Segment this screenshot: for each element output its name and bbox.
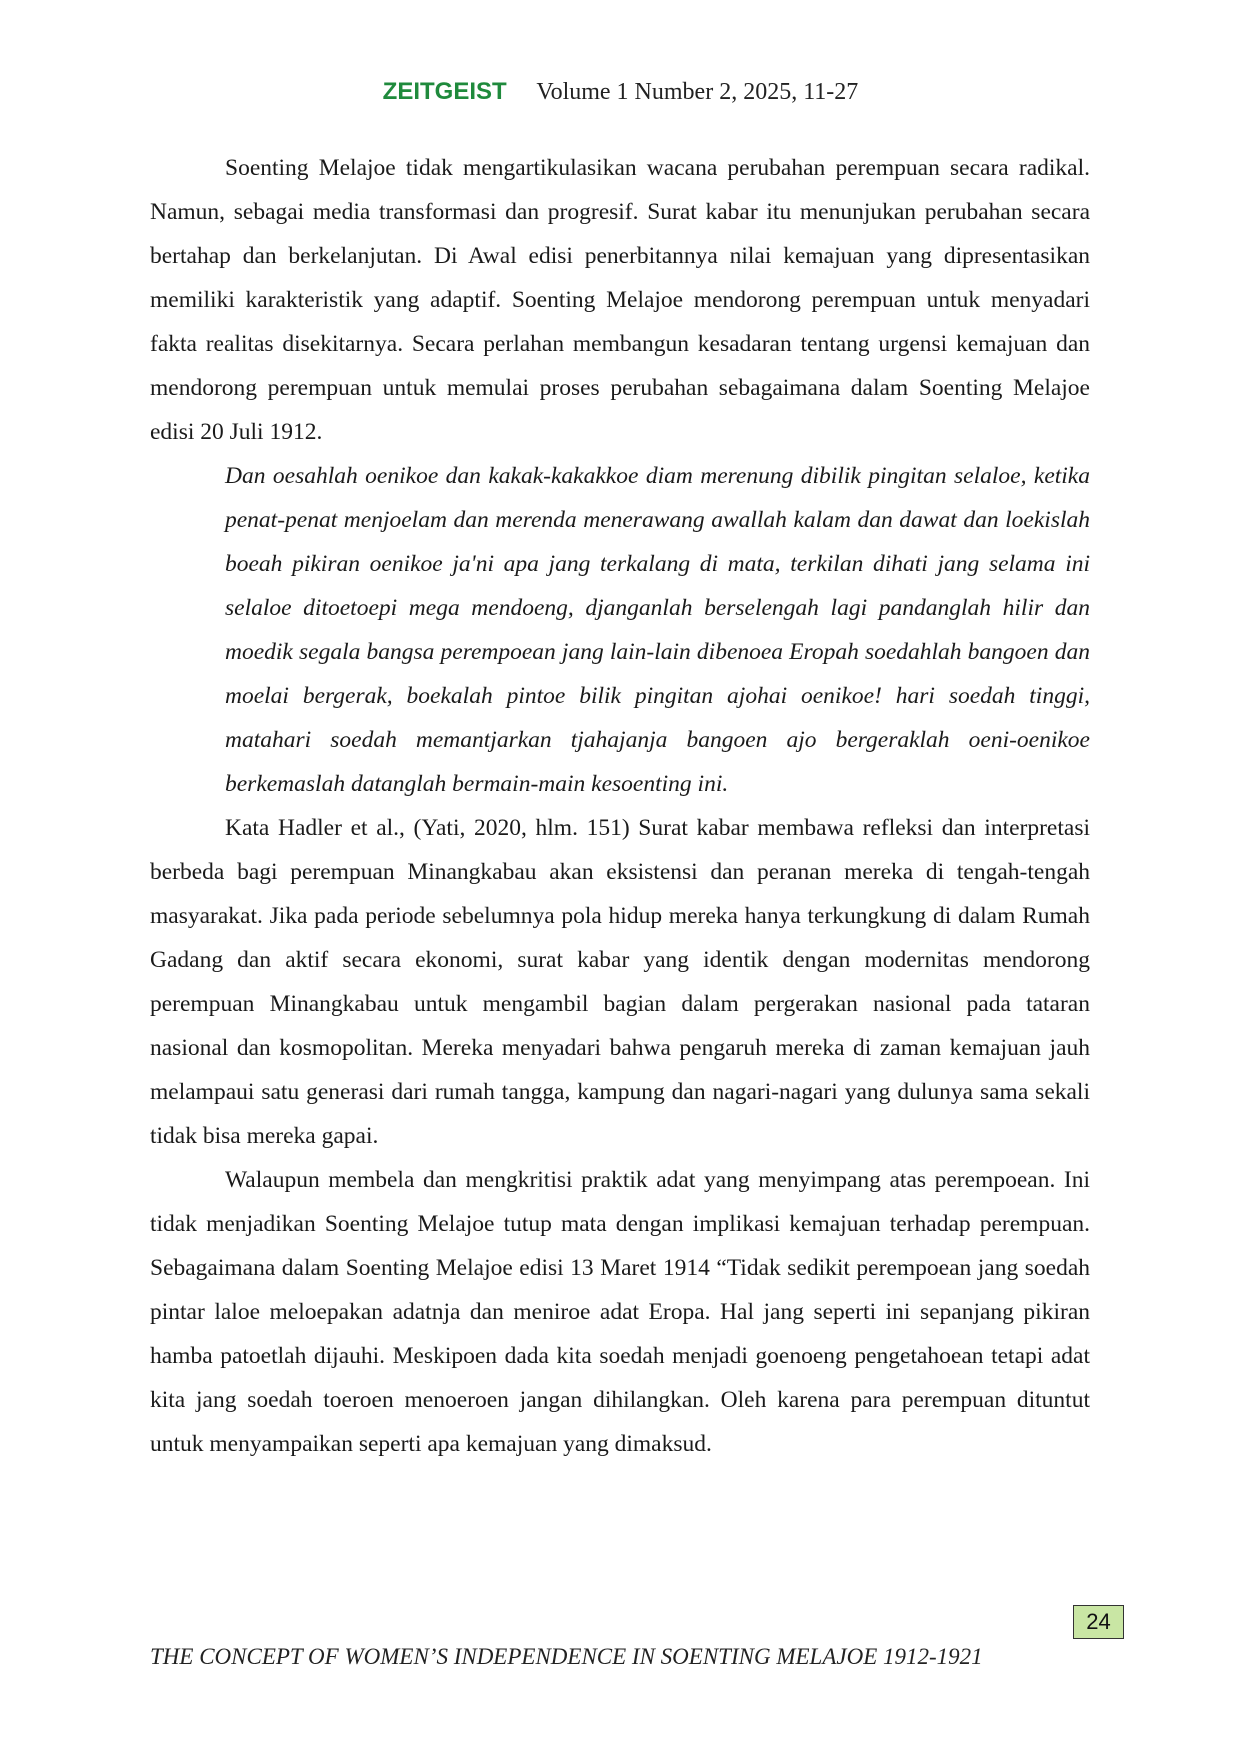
block-quote: Dan oesahlah oenikoe dan kakak-kakakkoe diam merenung dibilik pingitan selaloe, ketika penat-penat menjoelam dan merenda menerawang awallah kalam dan dawat dan loekislah boeah pikiran oenikoe ja'ni apa jang terkalang di mata, terkilan dihati jang selama ini selaloe ditoetoepi mega mendoeng, djanganlah berselengah lagi pandanglah hilir dan moedik segala bangsa perempoean jang lain-lain dibenoea Eropah soedahlah bangoen dan moelai bergerak, boekalah pintoe bilik pingitan ajohai oenikoe! hari soedah tinggi, matahari soedah memantjarkan tjahajanja bangoen ajo bergeraklah oeni-oenikoe berkemaslah datanglah bermain-main kesoenting ini. xyxy=(225,463,1090,797)
paragraph-3: Walaupun membela dan mengkritisi praktik adat yang menyimpang atas perempoean. Ini tidak menjadikan Soenting Melajoe tutup mata dengan implikasi kemajuan terhadap perempuan. Sebagaimana dalam Soenting Melajoe edisi 13 Maret 1914 “Tidak sedikit perempoean jang soedah pintar laloe meloepakan adatnja dan meniroe adat Eropa. Hal jang seperti ini sepanjang pikiran hamba patoetlah dijauhi. Meskipoen dada kita soedah menjadi goenoeng pengetahoean tetapi adat kita jang soedah toeroen menoeroen jangan dihilangkan. Oleh karena para perempuan dituntut untuk menyampaikan seperti apa kemajuan yang dimaksud. xyxy=(150,1167,1090,1457)
paragraph-1: Soenting Melajoe tidak mengartikulasikan wacana perubahan perempuan secara radikal. Namun, sebagai media transformasi dan progresif. Surat kabar itu menunjukan perubahan secara bertahap dan berkelanjutan. Di Awal edisi penerbitannya nilai kemajuan yang dipresentasikan memiliki karakteristik yang adaptif. Soenting Melajoe mendorong perempuan untuk menyadari fakta realitas disekitarnya. Secara perlahan membangun kesadaran tentang urgensi kemajuan dan mendorong perempuan untuk memulai proses perubahan sebagaimana dalam Soenting Melajoe edisi 20 Juli 1912. xyxy=(150,155,1090,445)
journal-name: ZEITGEIST xyxy=(382,78,507,105)
running-header xyxy=(0,76,1241,107)
running-footer-title: THE CONCEPT OF WOMEN’S INDEPENDENCE IN SOENTING MELAJOE 1912-1921 xyxy=(150,1644,983,1669)
journal-volume: Volume 1 Number 2, 2025, 11-27 xyxy=(536,79,859,105)
page-number-badge: 24 xyxy=(1073,1605,1124,1639)
article-body xyxy=(150,146,1090,1466)
paragraph-2: Kata Hadler et al., (Yati, 2020, hlm. 151) Surat kabar membawa refleksi dan interpretasi berbeda bagi perempuan Minangkabau akan eksistensi dan peranan mereka di tengah-tengah masyarakat. Jika pada periode sebelumnya pola hidup mereka hanya terkungkung di dalam Rumah Gadang dan aktif secara ekonomi, surat kabar yang identik dengan modernitas mendorong perempuan Minangkabau untuk mengambil bagian dalam pergerakan nasional pada tataran nasional dan kosmopolitan. Mereka menyadari bahwa pengaruh mereka di zaman kemajuan jauh melampaui satu generasi dari rumah tangga, kampung dan nagari-nagari yang dulunya sama sekali tidak bisa mereka gapai. xyxy=(150,815,1090,1149)
